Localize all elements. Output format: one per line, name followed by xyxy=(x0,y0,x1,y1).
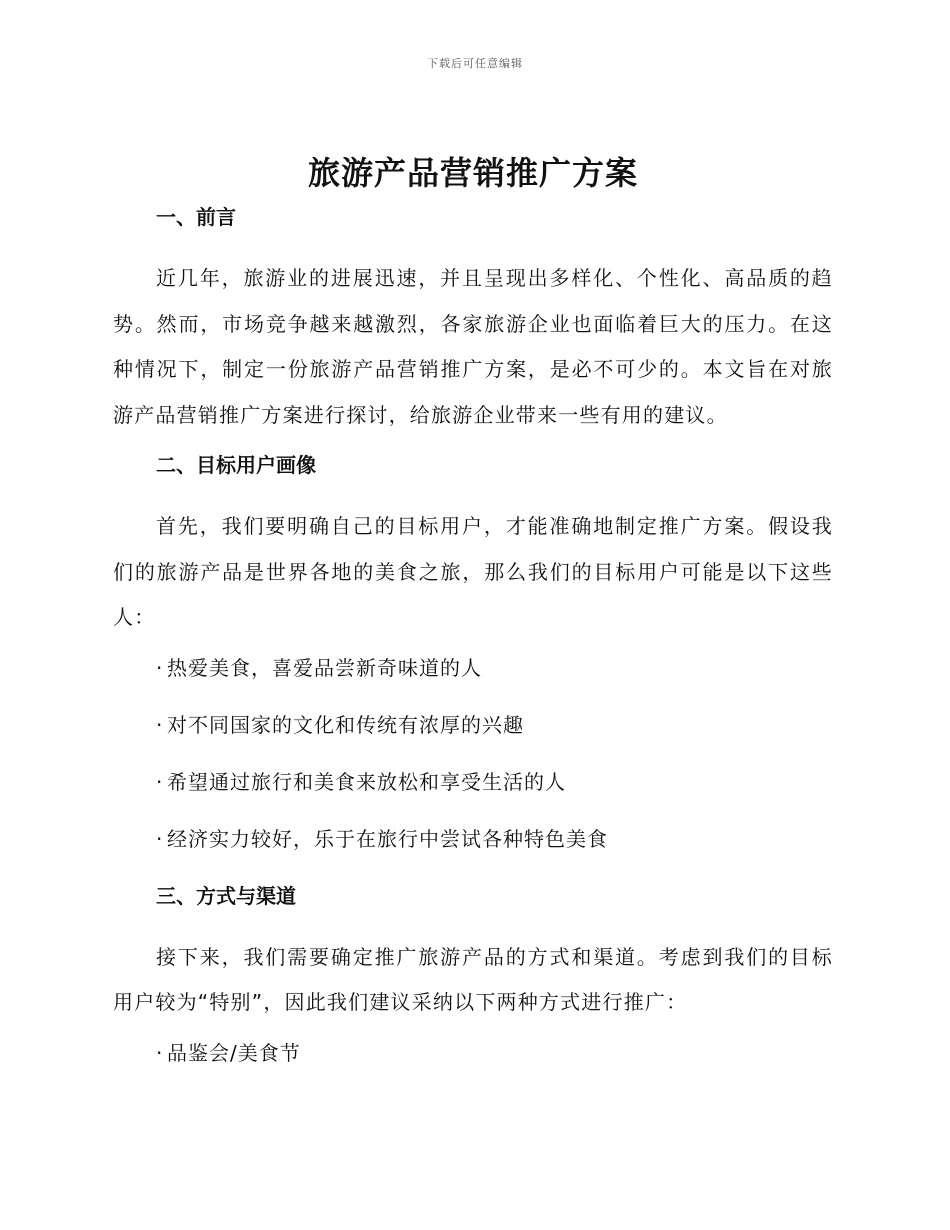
section-heading: 一、前言 xyxy=(156,205,236,229)
list-item-text: 希望通过旅行和美食来放松和享受生活的人 xyxy=(167,769,566,794)
list-item xyxy=(113,767,833,797)
list-item-text: 经济实力较好，乐于在旅行中尝试各种特色美食 xyxy=(167,826,608,851)
section-target-users xyxy=(113,450,833,854)
list-item-text: 热爱美食，喜爱品尝新奇味道的人 xyxy=(167,655,482,680)
bullet-mark: · xyxy=(156,655,164,680)
list-item xyxy=(113,653,833,683)
document-title: 旅游产品营销推广方案 xyxy=(307,154,638,192)
list-item-text: 品鉴会/美食节 xyxy=(167,1040,301,1065)
section-heading: 二、目标用户画像 xyxy=(156,453,316,477)
section-preface xyxy=(113,202,833,438)
list-item-text: 对不同国家的文化和传统有浓厚的兴趣 xyxy=(167,712,524,737)
document-body xyxy=(113,150,833,1095)
bullet-mark: · xyxy=(156,826,164,851)
bullet-mark: · xyxy=(156,712,164,737)
list-item xyxy=(113,1038,833,1068)
list-item xyxy=(113,710,833,740)
header-note: 下载后可任意编辑 xyxy=(427,57,523,70)
bullet-mark: · xyxy=(156,769,164,794)
section-paragraph: 近几年，旅游业的进展迅速，并且呈现出多样化、个性化、高品质的趋势。然而，市场竞争越来越激烈，各家旅游企业也面临着巨大的压力。在这种情况下，制定一份旅游产品营销推广方案，是必不可少的。本文旨在对旅游产品营销推广方案进行探讨，给旅游企业带来一些有用的建议。 xyxy=(113,266,833,427)
section-paragraph: 首先，我们要明确自己的目标用户，才能准确地制定推广方案。假设我们的旅游产品是世界各地的美食之旅，那么我们的目标用户可能是以下这些人： xyxy=(113,514,833,629)
section-paragraph: 接下来，我们需要确定推广旅游产品的方式和渠道。考虑到我们的目标用户较为“特别”，因此我们建议采纳以下两种方式进行推广： xyxy=(113,944,833,1014)
section-methods-channels xyxy=(113,881,833,1068)
section-heading: 三、方式与渠道 xyxy=(156,883,296,908)
bullet-mark: · xyxy=(156,1040,164,1065)
list-item xyxy=(113,824,833,854)
